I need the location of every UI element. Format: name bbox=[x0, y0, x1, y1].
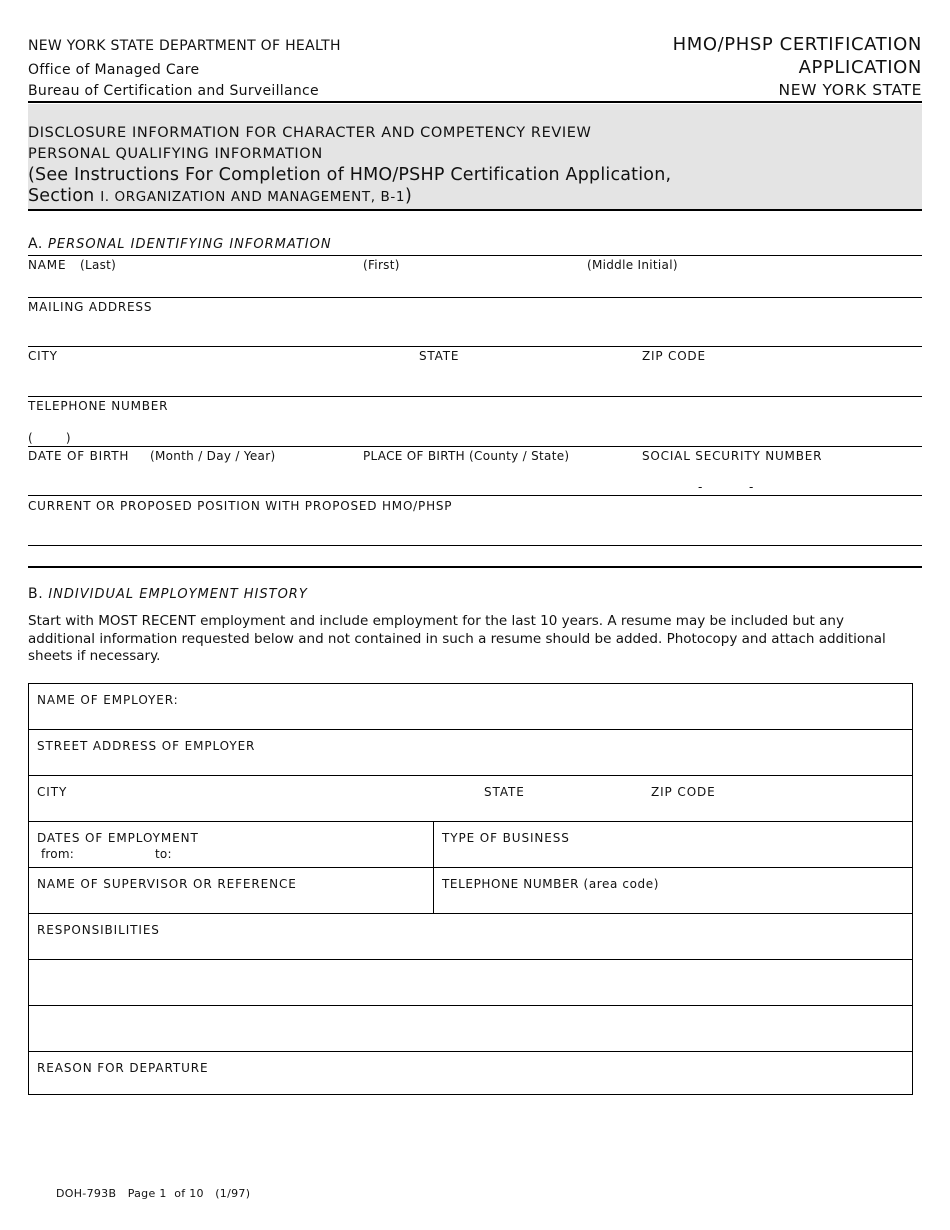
table-row-divider bbox=[29, 821, 912, 822]
bureau-name: Bureau of Certification and Surveillance bbox=[28, 83, 319, 99]
position-label: CURRENT OR PROPOSED POSITION WITH PROPOSED HMO/PHSP bbox=[28, 499, 453, 513]
table-row-divider bbox=[29, 867, 912, 868]
banner-line2: PERSONAL QUALIFYING INFORMATION bbox=[28, 146, 323, 162]
dates-of-employment-label: DATES OF EMPLOYMENT bbox=[37, 831, 199, 845]
date-of-birth-label: DATE OF BIRTH bbox=[28, 449, 130, 463]
employer-name-label: NAME OF EMPLOYER: bbox=[37, 693, 179, 707]
banner-line4 bbox=[28, 186, 412, 206]
banner-bottom-rule bbox=[28, 209, 922, 211]
employer-city-label: CITY bbox=[37, 785, 68, 799]
table-row-divider bbox=[29, 729, 912, 730]
ssn-label: SOCIAL SECURITY NUMBER bbox=[642, 449, 823, 463]
type-of-business-label: TYPE OF BUSINESS bbox=[442, 831, 570, 845]
rule bbox=[28, 346, 922, 347]
responsibilities-label: RESPONSIBILITIES bbox=[37, 923, 160, 937]
table-row-divider bbox=[29, 1005, 912, 1006]
header-rule bbox=[28, 101, 922, 103]
table-row-divider bbox=[29, 959, 912, 960]
last-name-label: (Last) bbox=[80, 258, 117, 272]
section-b-title: INDIVIDUAL EMPLOYMENT HISTORY bbox=[48, 587, 308, 602]
employer-state-label: STATE bbox=[484, 785, 525, 799]
first-name-label: (First) bbox=[363, 258, 400, 272]
banner-section-word: Section bbox=[28, 186, 101, 206]
department-name: NEW YORK STATE DEPARTMENT OF HEALTH bbox=[28, 38, 341, 54]
table-row-divider bbox=[29, 1051, 912, 1052]
section-b-heading bbox=[28, 586, 308, 602]
form-title-line2: APPLICATION bbox=[798, 57, 922, 78]
employment-instructions: Start with MOST RECENT employment and include employment for the last 10 years. A resume may be included but any additional information requested below and not contained in such a resume should be added. Photocopy and attach additional sheets if necessary. bbox=[28, 613, 886, 664]
rule bbox=[28, 255, 922, 256]
area-code-parens: ( ) bbox=[28, 431, 71, 445]
table-row-divider bbox=[29, 913, 912, 914]
rule bbox=[28, 396, 922, 397]
section-a-letter: A. bbox=[28, 236, 43, 252]
city-label: CITY bbox=[28, 349, 58, 363]
dob-format-label: (Month / Day / Year) bbox=[150, 449, 276, 463]
banner-section-ref: I. ORGANIZATION AND MANAGEMENT, B-1 bbox=[100, 189, 406, 205]
middle-initial-label: (Middle Initial) bbox=[587, 258, 678, 272]
section-b-letter: B. bbox=[28, 586, 44, 602]
column-divider bbox=[433, 821, 434, 913]
state-label: STATE bbox=[419, 349, 460, 363]
section-divider bbox=[28, 566, 922, 568]
banner-close-paren: ) bbox=[405, 186, 413, 206]
disclosure-banner bbox=[28, 104, 922, 209]
from-label: from: bbox=[41, 847, 74, 861]
table-row-divider bbox=[29, 775, 912, 776]
banner-line3: (See Instructions For Completion of HMO/PSHP Certification Application, bbox=[28, 165, 672, 185]
section-a-heading bbox=[28, 236, 332, 252]
employer-telephone-label: TELEPHONE NUMBER (area code) bbox=[442, 877, 660, 891]
name-label: NAME bbox=[28, 258, 67, 272]
rule bbox=[28, 446, 922, 447]
rule bbox=[28, 545, 922, 546]
banner-line1: DISCLOSURE INFORMATION FOR CHARACTER AND COMPETENCY REVIEW bbox=[28, 125, 592, 141]
rule bbox=[28, 495, 922, 496]
form-title-line1: HMO/PHSP CERTIFICATION bbox=[672, 34, 922, 55]
employment-table bbox=[28, 683, 913, 1095]
section-a-title: PERSONAL IDENTIFYING INFORMATION bbox=[48, 237, 332, 252]
telephone-label: TELEPHONE NUMBER bbox=[28, 399, 169, 413]
ssn-dash: - bbox=[698, 480, 703, 494]
office-name: Office of Managed Care bbox=[28, 62, 200, 78]
employer-street-label: STREET ADDRESS OF EMPLOYER bbox=[37, 739, 256, 753]
mailing-address-label: MAILING ADDRESS bbox=[28, 300, 153, 314]
place-of-birth-label: PLACE OF BIRTH (County / State) bbox=[363, 449, 570, 463]
to-label: to: bbox=[155, 847, 172, 861]
ssn-dash: - bbox=[749, 480, 754, 494]
form-footer: DOH-793B Page 1 of 10 (1/97) bbox=[56, 1187, 251, 1200]
supervisor-label: NAME OF SUPERVISOR OR REFERENCE bbox=[37, 877, 297, 891]
employer-zip-label: ZIP CODE bbox=[651, 785, 716, 799]
zip-code-label: ZIP CODE bbox=[642, 349, 706, 363]
form-state: NEW YORK STATE bbox=[778, 81, 922, 99]
rule bbox=[28, 297, 922, 298]
reason-for-departure-label: REASON FOR DEPARTURE bbox=[37, 1061, 209, 1075]
